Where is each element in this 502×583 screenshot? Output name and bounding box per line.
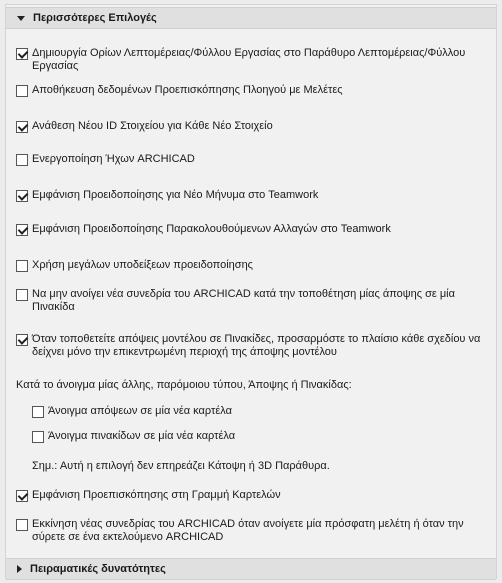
option-checkbox[interactable] xyxy=(16,519,28,531)
option-label: Άνοιγμα απόψεων σε μία νέα καρτέλα xyxy=(48,405,232,417)
option-label: Χρήση μεγάλων υποδείξεων προειδοποίησης xyxy=(32,259,253,271)
open-group-note: Σημ.: Αυτή η επιλογή δεν επηρεάζει Κάτοψη ή 3D Παράθυρα. xyxy=(32,460,330,472)
experimental-header[interactable] xyxy=(6,558,496,580)
more-options-header[interactable] xyxy=(6,7,496,29)
option-label: Όταν τοποθετείτε απόψεις μοντέλου σε Πινακίδες, προσαρμόστε το πλαίσιο κάθε σχεδίου να δείχνει μόνο την επικεντρωμένη περιοχή της άποψης μοντέλου xyxy=(32,333,481,358)
option-checkbox[interactable] xyxy=(16,224,28,236)
option-checkbox[interactable] xyxy=(16,48,28,60)
option-label: Εμφάνιση Προειδοποίησης Παρακολουθούμενων Αλλαγών στο Teamwork xyxy=(32,223,391,235)
experimental-title: Πειραματικές δυνατότητες xyxy=(30,563,166,575)
option-checkbox[interactable] xyxy=(16,490,28,502)
option-checkbox[interactable] xyxy=(32,431,44,443)
open-group-heading: Κατά το άνοιγμα μίας άλλης, παρόμοιου τύπου, Άποψης ή Πινακίδας: xyxy=(16,379,352,391)
disclosure-collapsed-icon xyxy=(17,565,22,573)
option-checkbox[interactable] xyxy=(16,154,28,166)
option-checkbox[interactable] xyxy=(16,260,28,272)
option-checkbox[interactable] xyxy=(16,334,28,346)
option-label: Ανάθεση Νέου ID Στοιχείου για Κάθε Νέο Στοιχείο xyxy=(32,120,273,132)
option-row[interactable] xyxy=(16,518,490,544)
option-label: Άνοιγμα πινακίδων σε μία νέα καρτέλα xyxy=(48,430,236,442)
option-row[interactable] xyxy=(16,333,490,359)
option-checkbox[interactable] xyxy=(16,289,28,301)
option-row[interactable] xyxy=(16,84,490,97)
option-row[interactable] xyxy=(16,223,490,236)
option-label: Εμφάνιση Προειδοποίησης για Νέο Μήνυμα στο Teamwork xyxy=(32,189,319,201)
disclosure-expanded-icon xyxy=(17,16,25,21)
option-label: Δημιουργία Ορίων Λεπτομέρειας/Φύλλου Εργασίας στο Παράθυρο Λεπτομέρειας/Φύλλου Εργασίας xyxy=(32,47,466,72)
option-label: Ενεργοποίηση Ήχων ARCHICAD xyxy=(32,153,195,165)
option-checkbox[interactable] xyxy=(16,85,28,97)
open-group-row[interactable] xyxy=(32,405,490,418)
more-options-panel xyxy=(5,4,497,579)
option-label: Αποθήκευση δεδομένων Προεπισκόπησης Πλοηγού με Μελέτες xyxy=(32,84,343,96)
option-label: Να μην ανοίγει νέα συνεδρία του ARCHICAD κατά την τοποθέτηση μίας άποψης σε μία Πινακίδα xyxy=(32,288,455,313)
option-row[interactable] xyxy=(16,153,490,166)
option-checkbox[interactable] xyxy=(16,121,28,133)
option-checkbox[interactable] xyxy=(32,406,44,418)
option-row[interactable] xyxy=(16,489,490,502)
option-label: Εμφάνιση Προεπισκόπησης στη Γραμμή Καρτελών xyxy=(32,489,281,501)
option-label: Εκκίνηση νέας συνεδρίας του ARCHICAD όταν ανοίγετε μία πρόσφατη μελέτη ή όταν την σύρετε σε ένα εκτελούμενο ARCHICAD xyxy=(32,518,464,543)
option-row[interactable] xyxy=(16,189,490,202)
option-row[interactable] xyxy=(16,120,490,133)
open-group-row[interactable] xyxy=(32,430,490,443)
option-checkbox[interactable] xyxy=(16,190,28,202)
option-row[interactable] xyxy=(16,288,490,314)
more-options-title: Περισσότερες Επιλογές xyxy=(33,12,157,24)
option-row[interactable] xyxy=(16,259,490,272)
option-row[interactable] xyxy=(16,47,490,73)
